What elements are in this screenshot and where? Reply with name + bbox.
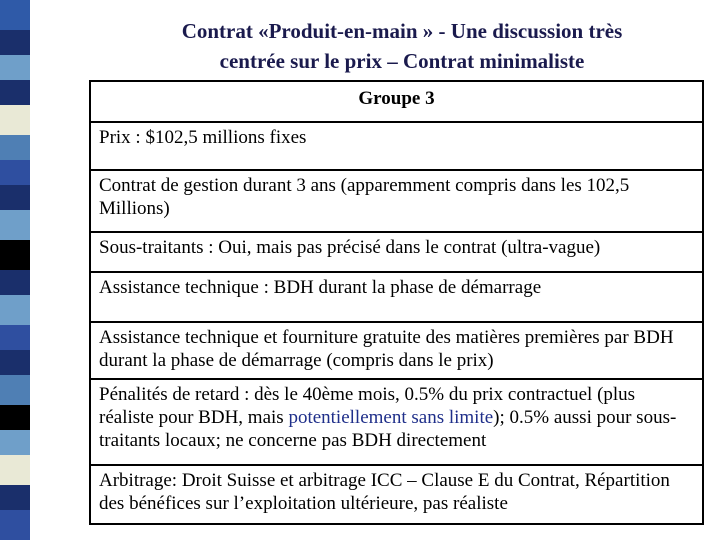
- stripe-block: [0, 350, 30, 375]
- title-line-1: Contrat «Produit-en-main » - Une discussion très: [181, 19, 623, 43]
- stripe-block: [0, 295, 30, 325]
- stripe-block: [0, 375, 30, 405]
- row-technical-assistance: Assistance technique : BDH durant la phase de démarrage: [91, 271, 702, 321]
- stripe-block: [0, 80, 30, 105]
- stripe-block: [0, 30, 30, 55]
- row-subcontractors: Sous-traitants : Oui, mais pas précisé dans le contrat (ultra-vague): [91, 231, 702, 271]
- penalties-highlight: potentiellement sans limite: [288, 407, 494, 428]
- stripe-block: [0, 185, 30, 210]
- decorative-stripe: [0, 0, 30, 540]
- stripe-block: [0, 0, 30, 30]
- penalties-text-end: ); 0.5% aussi pour sous-traitants locaux; ne concerne pas BDH directement: [99, 407, 677, 451]
- contract-table: [89, 80, 704, 525]
- stripe-block: [0, 325, 30, 350]
- row-management: Contrat de gestion durant 3 ans (apparemment compris dans les 102,5 Millions): [91, 169, 702, 231]
- stripe-block: [0, 455, 30, 485]
- stripe-block: [0, 270, 30, 295]
- slide-title: [92, 16, 712, 76]
- title-line-2: centrée sur le prix – Contrat minimaliste: [219, 49, 585, 73]
- row-technical-supply: Assistance technique et fourniture gratuite des matières premières par BDH durant la phase de démarrage (compris dans le prix): [91, 321, 702, 378]
- table-header: Groupe 3: [358, 88, 435, 109]
- row-arbitration: Arbitrage: Droit Suisse et arbitrage ICC – Clause E du Contrat, Répartition des bénéfices sur l’exploitation ultérieure, pas réaliste: [91, 464, 702, 525]
- stripe-block: [0, 510, 30, 540]
- stripe-block: [0, 135, 30, 160]
- penalties-text-start: Pénalités de retard : dès le 40ème mois, 0.5% du prix contractuel (plus réaliste pour BDH, mais: [99, 384, 636, 428]
- row-penalties: [91, 378, 702, 464]
- stripe-block: [0, 55, 30, 80]
- stripe-block: [0, 405, 30, 430]
- stripe-block: [0, 240, 30, 270]
- stripe-block: [0, 105, 30, 135]
- stripe-block: [0, 210, 30, 240]
- stripe-block: [0, 160, 30, 185]
- row-price: Prix : $102,5 millions fixes: [91, 121, 702, 169]
- stripe-block: [0, 485, 30, 510]
- stripe-block: [0, 430, 30, 455]
